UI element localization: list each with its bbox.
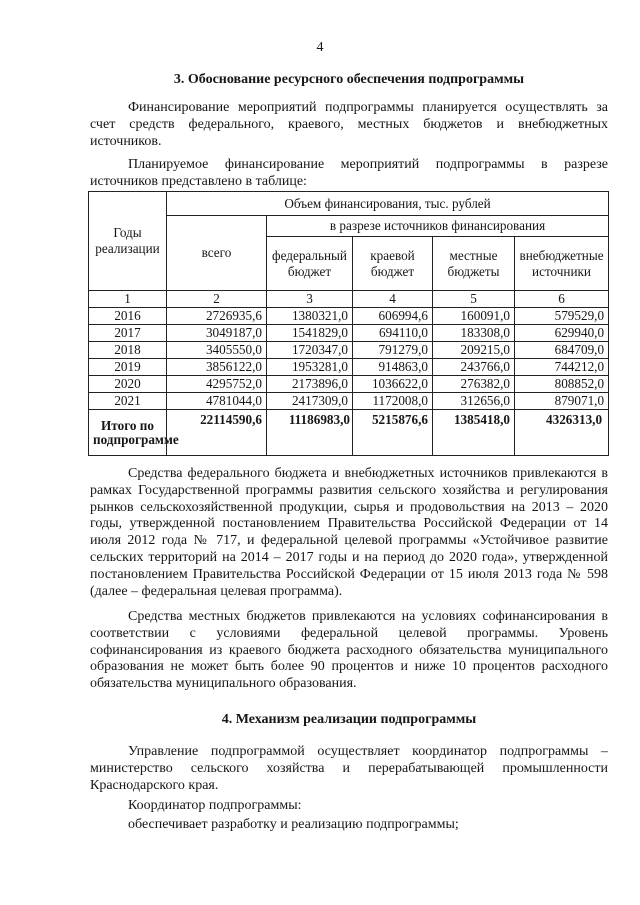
- cell-federal: 1720347,0: [267, 342, 353, 359]
- column-number: 6: [515, 291, 609, 308]
- section-4-line-3: обеспечивает разработку и реализацию подпрограммы;: [128, 817, 459, 832]
- cell-total: 3049187,0: [167, 325, 267, 342]
- cell-year: 2016: [89, 308, 167, 325]
- cell-local: 183308,0: [433, 325, 515, 342]
- column-number-row: [89, 291, 609, 308]
- section-3-paragraph-2: Планируемое финансирование мероприятий подпрограммы в разрезе источников представлено в таблице:: [90, 157, 608, 189]
- cell-local: 160091,0: [433, 308, 515, 325]
- cell-extra: 744212,0: [515, 359, 609, 376]
- cell-regional: 606994,6: [353, 308, 433, 325]
- cell-year: 2017: [89, 325, 167, 342]
- cell-total: 22114590,6: [167, 410, 267, 456]
- cell-extra: 579529,0: [515, 308, 609, 325]
- column-number: 3: [267, 291, 353, 308]
- cell-year: 2019: [89, 359, 167, 376]
- cell-regional: 791279,0: [353, 342, 433, 359]
- header-federal: федеральный бюджет: [267, 237, 353, 291]
- table-total-row: [89, 410, 609, 456]
- cell-local: 276382,0: [433, 376, 515, 393]
- cell-federal: 11186983,0: [267, 410, 353, 456]
- cell-extra: 808852,0: [515, 376, 609, 393]
- table-row: [89, 308, 609, 325]
- cell-year: 2018: [89, 342, 167, 359]
- header-total: всего: [167, 216, 267, 291]
- cell-regional: 5215876,6: [353, 410, 433, 456]
- table-row: [89, 342, 609, 359]
- cell-federal: 2173896,0: [267, 376, 353, 393]
- cell-local: 1385418,0: [433, 410, 515, 456]
- cell-total: 2726935,6: [167, 308, 267, 325]
- section-4-line-2: Координатор подпрограммы:: [128, 798, 302, 813]
- cell-regional: 914863,0: [353, 359, 433, 376]
- cell-local: 312656,0: [433, 393, 515, 410]
- cell-federal: 1380321,0: [267, 308, 353, 325]
- cell-regional: 694110,0: [353, 325, 433, 342]
- cell-local: 209215,0: [433, 342, 515, 359]
- cell-extra: 4326313,0: [515, 410, 609, 456]
- cell-regional: 1036622,0: [353, 376, 433, 393]
- cell-local: 243766,0: [433, 359, 515, 376]
- cell-year: 2020: [89, 376, 167, 393]
- header-local: местные бюджеты: [433, 237, 515, 291]
- column-number: 4: [353, 291, 433, 308]
- cell-federal: 1541829,0: [267, 325, 353, 342]
- cell-extra: 879071,0: [515, 393, 609, 410]
- header-years: Годы реализации: [89, 192, 167, 291]
- column-number: 1: [89, 291, 167, 308]
- section-3-paragraph-4: Средства местных бюджетов привлекаются на условиях софинансирования в соответствии с условиями федеральной целевой программы. Уровень софинансирования из краевого бюджета расходного обязательства муниципального образования не может быть более 90 процентов и ниже 10 процентов расходного обязательства муниципального образования.: [90, 609, 608, 692]
- column-number: 2: [167, 291, 267, 308]
- cell-total: 4295752,0: [167, 376, 267, 393]
- section-3-paragraph-3: Средства федерального бюджета и внебюджетных источников привлекаются в рамках Государственной программы развития сельского хозяйства и регулирования рынков сельскохозяйственной продукции, сырья и продовольствия на 2013 – 2020 годы, утвержденной постановлением Правительства Российской Федерации от 14 июля 2012 года № 717, и федеральной целевой программы «Устойчивое развитие сельских территорий на 2014 – 2017 годы и на период до 2020 года», утвержденной постановлением Правительства Российской Федерации от 15 июля 2013 года № 598 (далее – федеральная целевая программа).: [90, 466, 608, 599]
- section-4-paragraph-1: Управление подпрограммой осуществляет координатор подпрограммы – министерство сельского хозяйства и перерабатывающей промышленности Краснодарского края.: [90, 744, 608, 793]
- cell-total: 4781044,0: [167, 393, 267, 410]
- header-volume: Объем финансирования, тыс. рублей: [167, 192, 609, 216]
- header-extra: внебюджетные источники: [515, 237, 609, 291]
- cell-total-label: Итого по подпрограмме: [89, 410, 167, 456]
- table-row: [89, 393, 609, 410]
- header-sources: в разрезе источников финансирования: [267, 216, 609, 237]
- table-row: [89, 359, 609, 376]
- table-row: [89, 376, 609, 393]
- table-row: [89, 325, 609, 342]
- financing-table: [88, 191, 609, 456]
- page-number: 4: [316, 40, 324, 55]
- column-number: 5: [433, 291, 515, 308]
- cell-extra: 629940,0: [515, 325, 609, 342]
- cell-year: 2021: [89, 393, 167, 410]
- cell-federal: 2417309,0: [267, 393, 353, 410]
- cell-extra: 684709,0: [515, 342, 609, 359]
- section-4-heading: 4. Механизм реализации подпрограммы: [221, 712, 477, 727]
- section-3-heading: 3. Обоснование ресурсного обеспечения подпрограммы: [173, 72, 525, 87]
- cell-regional: 1172008,0: [353, 393, 433, 410]
- cell-total: 3405550,0: [167, 342, 267, 359]
- header-regional: краевой бюджет: [353, 237, 433, 291]
- cell-total: 3856122,0: [167, 359, 267, 376]
- cell-federal: 1953281,0: [267, 359, 353, 376]
- section-3-paragraph-1: Финансирование мероприятий подпрограммы планируется осуществлять за счет средств федерального, краевого, местных бюджетов и внебюджетных источников.: [90, 100, 608, 149]
